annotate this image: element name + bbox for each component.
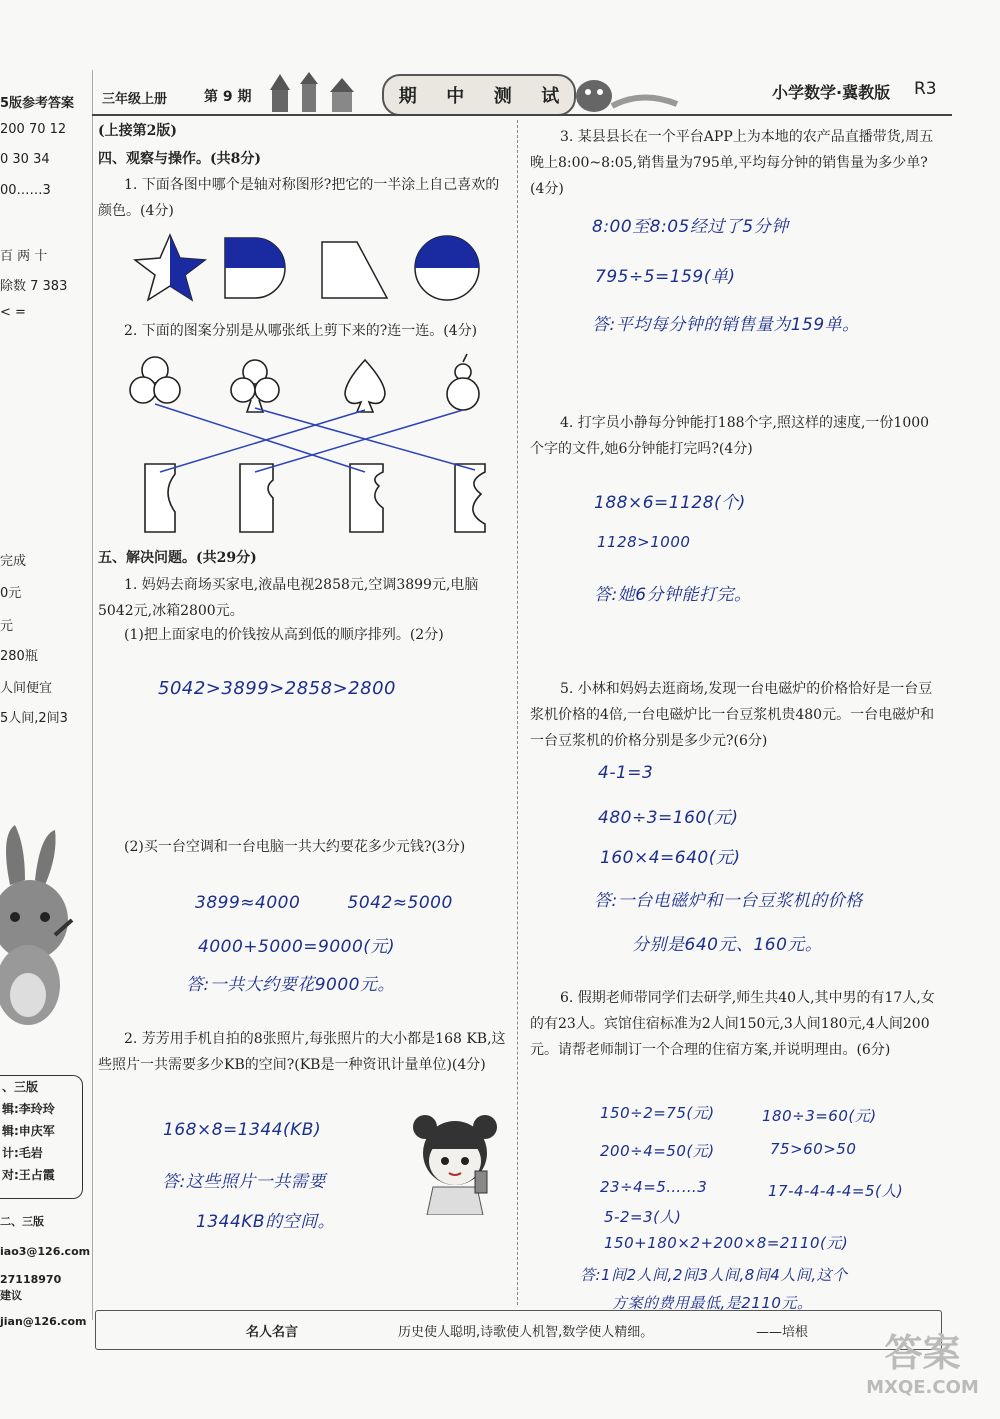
footer-quote-box: [95, 1310, 942, 1350]
question-5-1a: (1)把上面家电的价钱按从高到低的顺序排列。(2分): [124, 627, 444, 643]
spade-shape-icon: [345, 360, 385, 412]
paper-b-icon: [240, 464, 273, 532]
watermark-line: 答案: [884, 1331, 961, 1375]
credit-line: 辑:申庆军: [2, 1124, 55, 1138]
answer-3-line: 答:平均每分钟的销售量为159单。: [592, 315, 860, 335]
contact-block: [0, 1212, 90, 1332]
strip-line: 百 两 十: [0, 249, 48, 264]
answer-6-line: 200÷4=50(元): [600, 1142, 715, 1160]
contact-line: 建议: [0, 1289, 22, 1302]
question-5: 5. 小林和妈妈去逛商场,发现一台电磁炉的价格恰好是一台豆浆机价格的4倍,一台电磁炉比一台豆浆机贵480元。一台电磁炉和一台豆浆机的价格分别是多少元?(6分): [530, 681, 935, 749]
strip-line: 元: [0, 619, 14, 634]
girl-mascot-icon: [405, 1105, 505, 1215]
strip-line: 0元: [0, 586, 22, 601]
credits-box: [0, 1075, 83, 1199]
strip-line: 完成: [0, 554, 27, 569]
answer-3-line: 795÷5=159(单): [595, 267, 736, 287]
answer-6-line: 150÷2=75(元): [600, 1104, 715, 1122]
footer-quote: 历史使人聪明,诗歌使人机智,数学使人精细。: [398, 1325, 654, 1340]
answer-5-line: 160×4=640(元): [600, 848, 741, 868]
trefoil-shape-icon: [130, 357, 180, 403]
gourd-shape-icon: [447, 354, 479, 410]
continued-label: (上接第2版): [98, 123, 177, 139]
watermark-line: MXQE.COM: [866, 1377, 979, 1398]
contact-line: 27118970: [0, 1273, 62, 1286]
question-6: 6. 假期老师带同学们去研学,师生共40人,其中男的有17人,女的有23人。宾馆住宿标准为2人间150元,3人间180元,4人间200元。请帮老师制订一个合理的住宿方案,并说明理由。(6分): [530, 990, 935, 1058]
section-5-title: 五、解决问题。(共29分): [98, 550, 257, 566]
header: [92, 70, 952, 118]
strip-line: 280瓶: [0, 649, 38, 664]
credit-line: 对:王占霞: [2, 1168, 55, 1182]
issue-label: 第 9 期: [204, 89, 252, 105]
answer-5-line: 分别是640元、160元。: [632, 935, 823, 955]
banner-char: 试: [541, 86, 560, 107]
strip-line: 200 70 12: [0, 122, 67, 137]
question-4-1: 1. 下面各图中哪个是轴对称图形?把它的一半涂上自己喜欢的颜色。(4分): [98, 177, 500, 219]
watermark: [850, 1330, 995, 1415]
answer-6-line: 180÷3=60(元): [762, 1107, 877, 1125]
question-5-1b: (2)买一台空调和一台电脑一共大约要花多少元钱?(3分): [124, 839, 466, 855]
contact-line: jian@126.com: [0, 1315, 87, 1328]
footer-label: 名人名言: [246, 1325, 299, 1340]
cartoon-pig-icon: [572, 70, 682, 116]
answer-5-2-line: 答:这些照片一共需要: [162, 1172, 326, 1192]
answer-6-line: 75>60>50: [770, 1140, 857, 1158]
trapezoid-shape-icon: [322, 242, 387, 298]
paper-d-icon: [455, 464, 485, 532]
strip-line: 人间便宜: [0, 681, 53, 696]
question-5-1: 1. 妈妈去商场买家电,液晶电视2858元,空调3899元,电脑5042元,冰箱2800元。: [98, 577, 479, 619]
answer-4-line: 1128>1000: [597, 533, 691, 551]
answer-5-line: 480÷3=160(元): [598, 808, 739, 828]
answer-5-1b-line: 答:一共大约要花9000元。: [186, 975, 395, 995]
answer-6-line: 5-2=3(人): [604, 1208, 682, 1226]
strip-line: 5版参考答案: [0, 96, 75, 111]
answer-6-line: 150+180×2+200×8=2110(元): [604, 1234, 849, 1252]
paper-a-icon: [145, 464, 175, 532]
column-divider: [517, 120, 518, 1305]
club-shape-icon: [231, 360, 279, 412]
answer-4-line: 答:她6分钟能打完。: [594, 585, 752, 605]
credit-line: 辑:李玲玲: [2, 1102, 55, 1116]
paper-c-icon: [350, 464, 383, 532]
banner-char: 期: [398, 86, 417, 107]
contact-line: iao3@126.com: [0, 1245, 91, 1258]
grade-label: 三年级上册: [102, 92, 168, 107]
footer-author: ——培根: [756, 1325, 809, 1340]
answer-6-line: 答:1间2人间,2间3人间,8间4人间,这个: [580, 1266, 848, 1284]
banner-char: 测: [493, 86, 512, 107]
answer-5-2-line: 168×8=1344(KB): [163, 1120, 322, 1140]
question-3: 3. 某县县长在一个平台APP上为本地的农产品直播带货,周五晚上8:00~8:05,销售量为795单,平均每分钟的销售量为多少单?(4分): [530, 129, 934, 197]
credit-line: 、三版: [2, 1080, 39, 1094]
rabbit-mascot-icon: [0, 825, 80, 1025]
answer-5-1b-line: 4000+5000=9000(元): [198, 937, 396, 957]
answer-5-line: 答:一台电磁炉和一台豆浆机的价格: [594, 891, 863, 911]
contact-line: 二、三版: [0, 1215, 44, 1228]
circle-shape-icon: [415, 236, 479, 300]
answer-6-line: 23÷4=5……3: [600, 1178, 708, 1196]
answer-3-line: 8:00至8:05经过了5分钟: [592, 217, 789, 237]
credit-line: 计:毛岩: [2, 1146, 43, 1160]
strip-line: 除数 7 383: [0, 279, 68, 294]
question-4: 4. 打字员小静每分钟能打188个字,照这样的速度,一份1000个字的文件,她6分钟能打完吗?(4分): [530, 415, 930, 457]
castle-icon: [262, 72, 372, 112]
answer-4-line: 188×6=1128(个): [594, 493, 746, 513]
page-code: R3: [914, 79, 937, 99]
header-rule: [92, 114, 952, 116]
strip-line: < =: [0, 305, 26, 320]
subject-label: 小学数学·冀教版: [772, 83, 891, 102]
banner-char: 中: [446, 86, 465, 107]
d-shape-icon: [225, 238, 285, 298]
answer-6-line: 17-4-4-4-4=5(人): [768, 1182, 904, 1200]
strip-line: 00……3: [0, 183, 51, 198]
exam-banner: [382, 74, 576, 116]
strip-line: 5人间,2间3: [0, 711, 68, 726]
answer-5-line: 4-1=3: [598, 763, 654, 783]
symmetry-shapes: [125, 230, 505, 305]
question-4-2: 2. 下面的图案分别是从哪张纸上剪下来的?连一连。(4分): [124, 323, 478, 339]
answer-5-1b-line: 3899≈4000 5042≈5000: [195, 893, 453, 913]
question-5-2: 2. 芳芳用手机自拍的8张照片,每张照片的大小都是168 KB,这些照片一共需要多少KB的空间?(KB是一种资讯计量单位)(4分): [98, 1031, 506, 1073]
answer-6-line: 方案的费用最低,是2110元。: [612, 1294, 813, 1312]
answer-5-1a: 5042>3899>2858>2800: [158, 678, 396, 699]
cutout-matching-figure: [125, 352, 505, 537]
strip-line: 0 30 34: [0, 152, 50, 167]
section-4-title: 四、观察与操作。(共8分): [98, 151, 261, 167]
answer-5-2-line: 1344KB的空间。: [196, 1212, 336, 1232]
star-shape-icon: [135, 235, 205, 300]
